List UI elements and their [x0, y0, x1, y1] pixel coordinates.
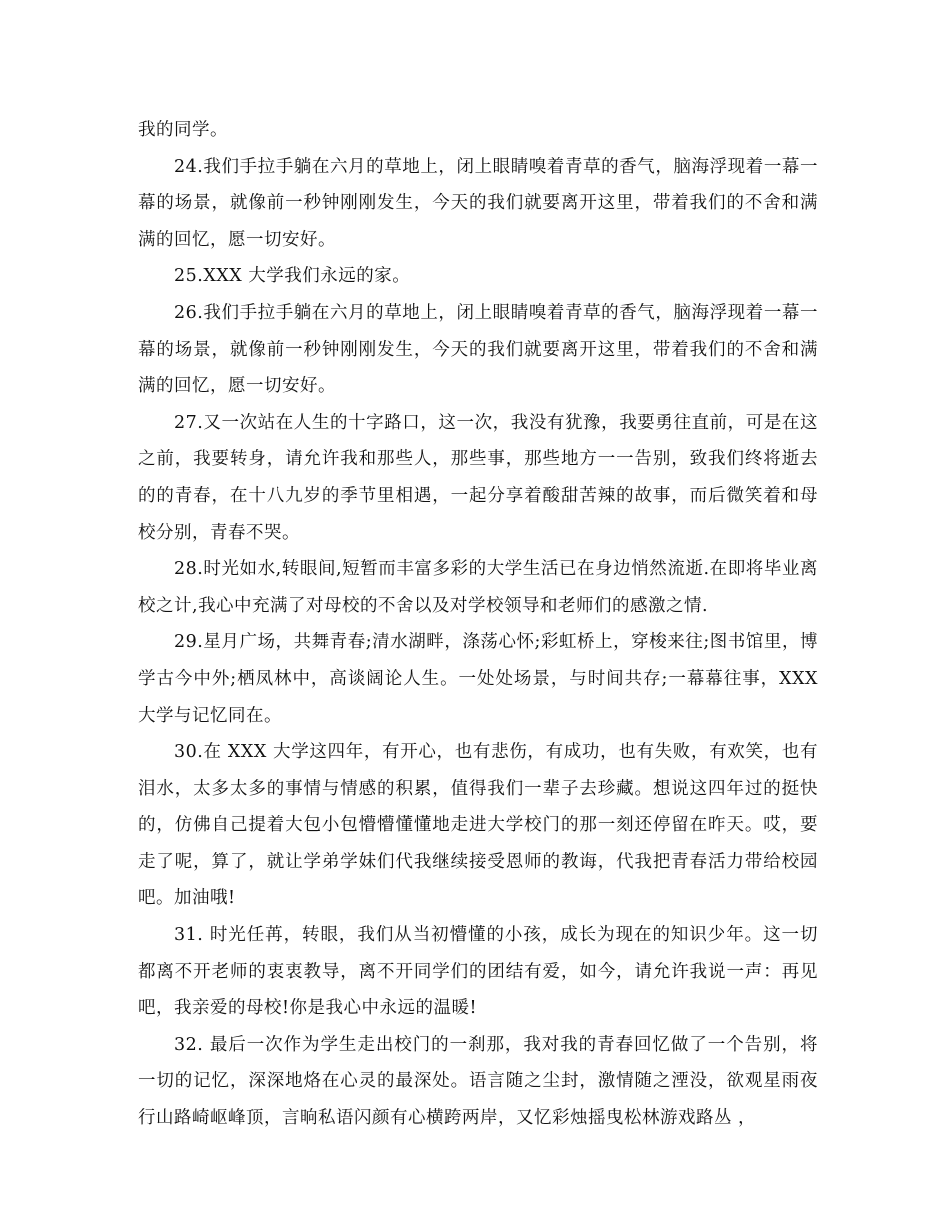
paragraph-30: 30.在 XXX 大学这四年，有开心，也有悲伤，有成功，也有失败，有欢笑，也有泪水，太多太多的事情与情感的积累，值得我们一辈子去珍藏。想说这四年过的挺快的，仿佛自己提着大包小包懵懵懂懂地走进大学校门的那一刻还停留在昨天。哎，要走了呢，算了，就让学弟学妹们代我继续接受恩师的教诲，代我把青春活力带给校园吧。加油哦!: [138, 742, 818, 909]
paragraph-23-tail: 我的同学。: [138, 120, 228, 140]
paragraph-26: 26.我们手拉手躺在六月的草地上，闭上眼睛嗅着青草的香气，脑海浮现着一幕一幕的场景，就像前一秒钟刚刚发生，今天的我们就要离开这里，带着我们的不舍和满满的回忆，愿一切安好。: [138, 302, 818, 397]
paragraph-28: 28.时光如水,转眼间,短暂而丰富多彩的大学生活已在身边悄然流逝.在即将毕业离校之计,我心中充满了对母校的不舍以及对学校领导和老师们的感激之情.: [138, 559, 818, 616]
paragraph-32: 32. 最后一次作为学生走出校门的一刹那，我对我的青春回忆做了一个告别，将一切的记忆，深深地烙在心灵的最深处。语言随之尘封，激情随之湮没，欲观星雨夜行山路崎岖峰顶，言晌私语闪颜有心横跨两岸，又忆彩烛摇曳松林游戏路丛 ，: [138, 1034, 818, 1129]
paragraph-29: 29.星月广场，共舞青春;清水湖畔，涤荡心怀;彩虹桥上，穿梭来往;图书馆里，博学古今中外;栖凤林中，高谈阔论人生。一处处场景，与时间共存;一幕幕往事，XXX 大学与记忆同在。: [138, 632, 818, 726]
document-body: [138, 112, 818, 1137]
paragraph-27: 27.又一次站在人生的十字路口，这一次，我没有犹豫，我要勇往直前，可是在这之前，我要转身，请允许我和那些人，那些事，那些地方一一告别，致我们终将逝去的的青春，在十八九岁的季节里相遇，一起分享着酸甜苦辣的故事，而后微笑着和母校分别，青春不哭。: [138, 412, 818, 543]
paragraph-31: 31. 时光任苒，转眼，我们从当初懵懂的小孩，成长为现在的知识少年。这一切都离不开老师的衷衷教导，离不开同学们的团结有爱，如今，请允许我说一声：再见吧，我亲爱的母校!你是我心中永远的温暖!: [138, 925, 818, 1019]
paragraph-25: 25.XXX 大学我们永远的家。: [174, 266, 411, 287]
paragraph-24: 24.我们手拉手躺在六月的草地上，闭上眼睛嗅着青草的香气，脑海浮现着一幕一幕的场景，就像前一秒钟刚刚发生，今天的我们就要离开这里，带着我们的不舍和满满的回忆，愿一切安好。: [138, 156, 818, 250]
